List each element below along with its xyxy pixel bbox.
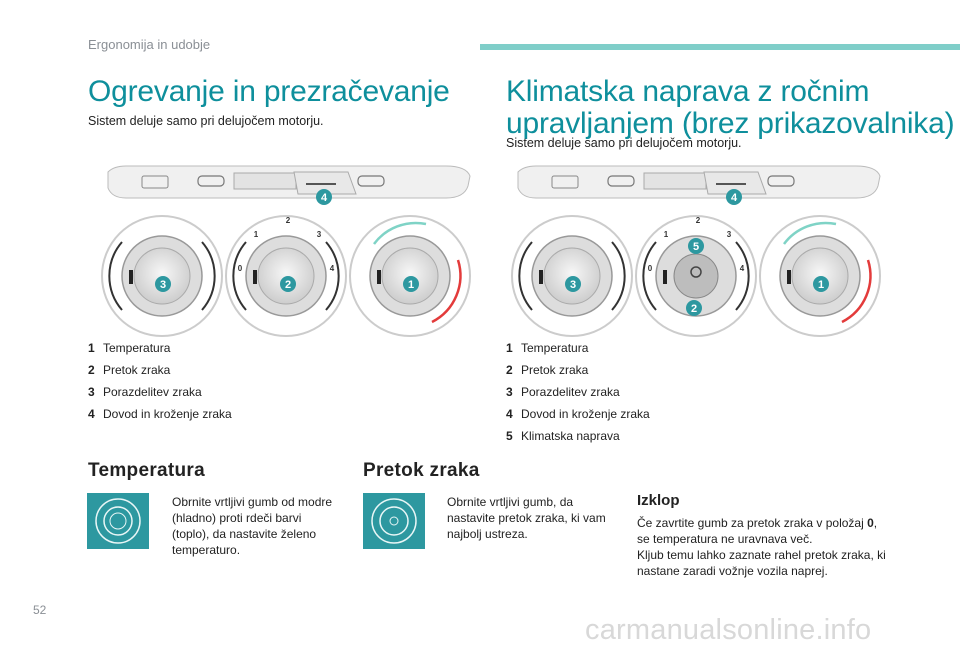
svg-text:0: 0 (647, 264, 653, 273)
left-title: Ogrevanje in prezračevanje (88, 75, 450, 108)
pretok-text: Obrnite vrtljivi gumb, da nastavite pretok zraka, ki vam najbolj ustreza. (447, 495, 606, 541)
svg-text:2: 2 (690, 303, 698, 315)
knob-temperature-ac (760, 216, 880, 336)
svg-text:4: 4 (730, 192, 738, 204)
knob-air-flow (226, 216, 346, 336)
svg-text:3: 3 (726, 230, 732, 239)
legend-item: 3 Porazdelitev zraka (88, 385, 202, 399)
knob-air-flow-ac (636, 216, 756, 336)
svg-text:4: 4 (329, 264, 335, 273)
legend-item: 4 Dovod in kroženje zraka (506, 407, 650, 421)
section-header: Ergonomija in udobje (88, 37, 211, 52)
knob-air-distribution-ac (512, 216, 632, 336)
header-accent-bar (480, 44, 960, 50)
svg-text:1: 1 (407, 279, 415, 291)
temperatura-text: Obrnite vrtljivi gumb od modre (hladno) proti rdeči barvi (toplo), da nastavite želeno temperaturo. (172, 495, 333, 557)
svg-text:1: 1 (663, 230, 669, 239)
pretok-heading: Pretok zraka (363, 460, 480, 481)
svg-text:0: 0 (237, 264, 243, 273)
izklop-heading: Izklop (637, 492, 680, 509)
ac-control-panel-illustration (496, 160, 886, 340)
right-title-line1: Klimatska naprava z ročnim (506, 75, 870, 108)
svg-text:3: 3 (159, 279, 167, 291)
legend-item: 1 Temperatura (506, 341, 589, 355)
heating-control-panel-illustration (86, 160, 476, 340)
watermark: carmanualsonline.info (585, 614, 872, 646)
legend-item: 4 Dovod in kroženje zraka (88, 407, 232, 421)
svg-text:2: 2 (695, 216, 701, 225)
svg-text:4: 4 (320, 192, 328, 204)
left-subtitle: Sistem deluje samo pri delujočem motorju. (88, 114, 324, 128)
izklop-text: Če zavrtite gumb za pretok zraka v položaj 0, se temperatura ne uravnava več. Kljub temu lahko zaznate rahel pretok zraka, ki nastane zaradi vožnje vozila naprej. (637, 516, 886, 578)
right-legend (506, 341, 650, 451)
knob-air-distribution (102, 216, 222, 336)
legend-item: 3 Porazdelitev zraka (506, 385, 620, 399)
svg-text:2: 2 (284, 279, 292, 291)
temperatura-heading: Temperatura (88, 460, 205, 481)
right-title-line2: upravljanjem (brez prikazovalnika) (506, 107, 955, 140)
temperature-knob-thumbnail (87, 493, 149, 549)
svg-text:2: 2 (285, 216, 291, 225)
knob-temperature (350, 216, 470, 336)
legend-item: 2 Pretok zraka (506, 363, 589, 377)
legend-item: 1 Temperatura (88, 341, 171, 355)
legend-item: 5 Klimatska naprava (506, 429, 620, 443)
svg-text:3: 3 (569, 279, 577, 291)
right-subtitle: Sistem deluje samo pri delujočem motorju. (506, 136, 742, 150)
svg-text:4: 4 (739, 264, 745, 273)
legend-item: 2 Pretok zraka (88, 363, 171, 377)
airflow-knob-thumbnail (363, 493, 425, 549)
svg-text:1: 1 (253, 230, 259, 239)
page-number: 52 (33, 603, 47, 617)
svg-text:5: 5 (692, 241, 700, 253)
left-legend (88, 341, 232, 429)
svg-text:3: 3 (316, 230, 322, 239)
svg-text:1: 1 (817, 279, 825, 291)
